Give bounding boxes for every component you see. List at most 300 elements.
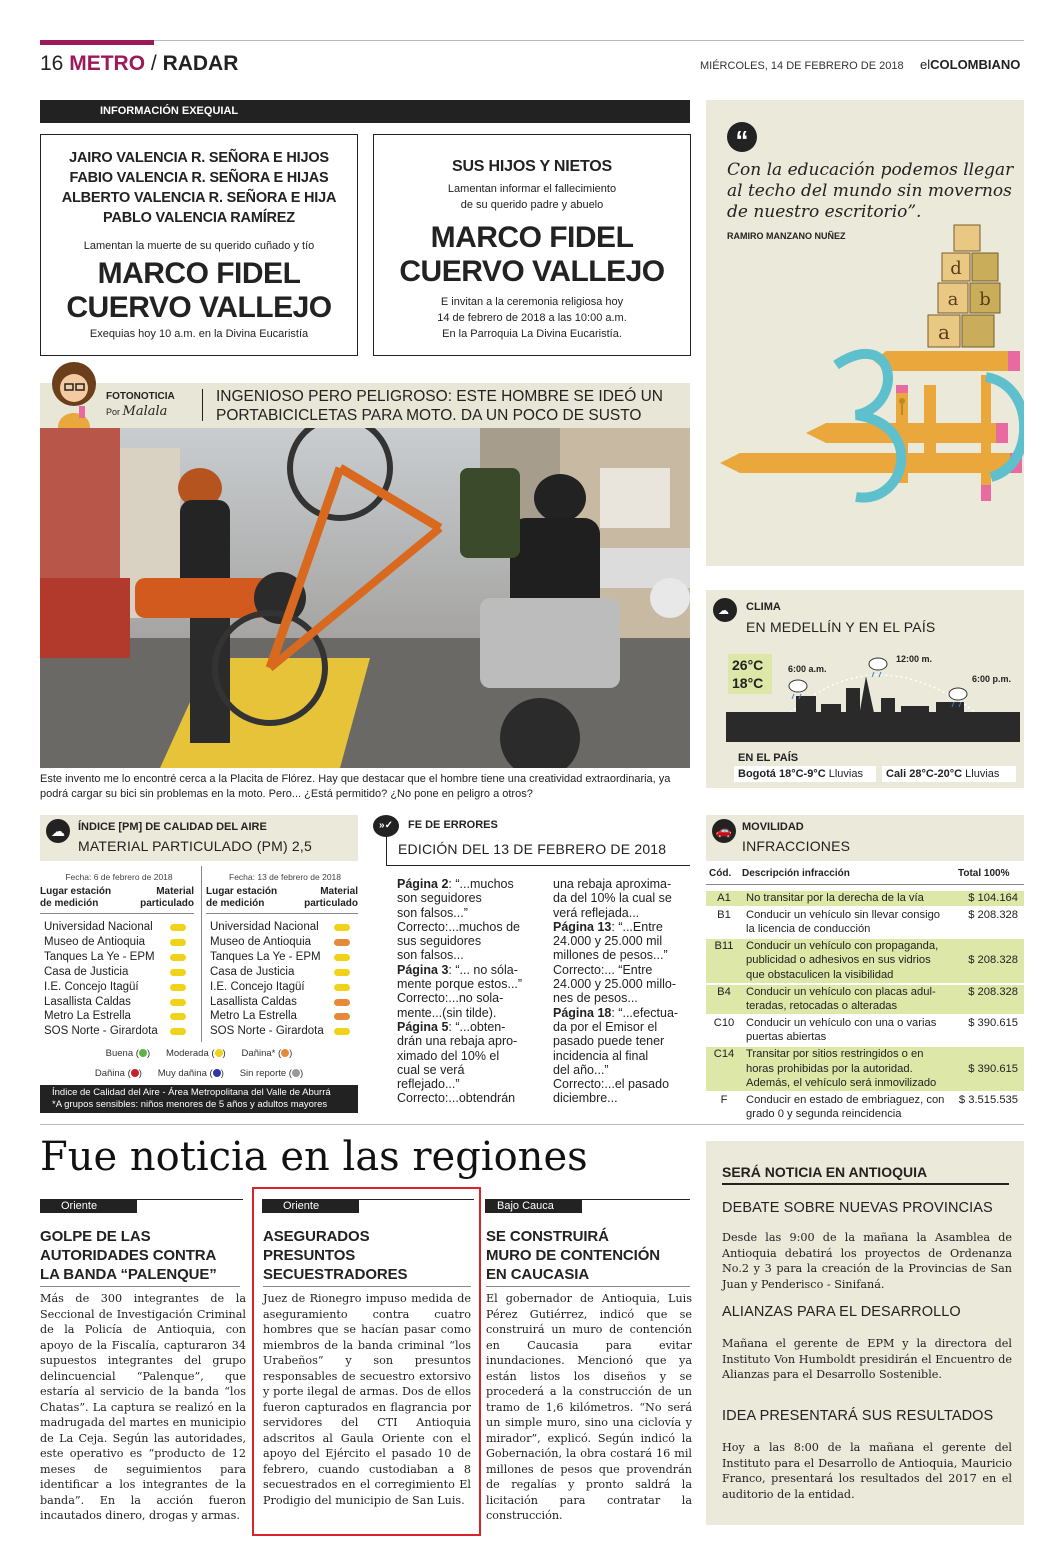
exequial-header: [40, 100, 690, 123]
invitation-text: En la Parroquia La Divina Eucaristía.: [442, 328, 622, 340]
obituary-notice-2: [373, 134, 691, 356]
agenda-body: Hoy a las 8:00 de la mañana el gerente del Instituto para el Desarrollo de Antioquia, Mauricio Franco, presentará los resultados del 2017 en el auditorio de la entidad.: [722, 1441, 1012, 1501]
article-body: Juez de Rionegro impuso medida de aseguramiento contra cuatro hombres que se hacían pasar como miembros de la banda criminal “los Urabeños” y son presuntos responsables de secuestro extorsivo y porte ilegal de armas. Dos de ellos fueron capturados en flagrancia por servidores del CTI Antioquia adscritos al Gaula Oriente con el apoyo del Ejército el pasado 10 de febrero, cuando custodiaban a 8 secuestrados en el corregimiento El Prodigio del municipio de San Luis.: [263, 1292, 471, 1507]
station-name: Metro La Estrella: [210, 1010, 297, 1023]
fotonoticia-photo: [40, 428, 690, 768]
measurement-date: Fecha: 6 de febrero de 2018: [65, 872, 173, 882]
fe-rule: [387, 865, 690, 866]
correction-line: [397, 1063, 547, 1077]
descripcion-line: grado 0 y segunda reincidencia: [746, 1108, 902, 1121]
correction-line: [553, 1049, 693, 1063]
education-illustration: [706, 215, 1024, 565]
fe-rule: [386, 836, 387, 866]
headline-line: ASEGURADOS: [263, 1228, 370, 1245]
legend-dot-danina-sensible: [281, 1049, 289, 1057]
pm-level-indicator: [170, 1028, 186, 1035]
headline-line: PRESUNTOS: [263, 1247, 356, 1264]
exequial-title: INFORMACIÓN EXEQUIAL: [100, 105, 239, 117]
city-weather: Lluvias: [828, 768, 863, 780]
correction-line: [397, 1049, 547, 1063]
infraccion-descripcion: [742, 1016, 956, 1045]
svg-text:a: a: [938, 320, 950, 344]
measurement-date: Fecha: 13 de febrero de 2018: [229, 872, 341, 882]
infraccion-descripcion: [742, 1093, 956, 1122]
section-name: METRO: [69, 52, 146, 75]
antioquia-title: SERÁ NOTICIA EN ANTIOQUIA: [722, 1164, 928, 1180]
station-name: I.E. Concejo Itagüí: [210, 980, 305, 993]
svg-text:a: a: [947, 289, 959, 310]
station-name: I.E. Concejo Itagüí: [44, 980, 139, 993]
temperature-range: [728, 654, 772, 694]
svg-text:b: b: [979, 289, 991, 310]
correction-text: : “...Entre: [611, 919, 663, 934]
infraccion-codigo: C10: [713, 1016, 735, 1029]
col-descripcion: Descripción infracción: [742, 868, 850, 879]
photo-caption: Este invento me lo encontré cerca a la Placita de Flórez. Hay que destacar que el hombre tiene una creatividad extraordinaria, ya podrá cargar su bici sin problemas en la moto. Pero... ¿Está permitido? ¿No pone en peligro a otros?: [40, 773, 671, 800]
mourner-name: FABIO VALENCIA R. SEÑORA E HIJAS: [69, 170, 329, 186]
station-name: SOS Norte - Girardota: [210, 1025, 324, 1038]
pm-level-indicator: [170, 969, 186, 976]
correction-line: [397, 1006, 547, 1020]
agenda-body: Mañana el gerente de EPM y la directora del Instituto Von Humboldt presidirán el Encuentro de Alianzas para el Desarrollo Sostenible.: [722, 1337, 1012, 1381]
pais-label: EN EL PAÍS: [738, 752, 799, 764]
legend-dot-danina: [131, 1069, 139, 1077]
station-name: Universidad Nacional: [44, 921, 153, 933]
station-name: Tanques La Ye - EPM: [210, 950, 321, 963]
legend-danina: Dañina: [94, 1068, 125, 1079]
city-forecast-bogota: [734, 766, 876, 782]
station-row: [210, 980, 360, 995]
section-separator: /: [150, 52, 157, 75]
pm-level-indicator: [170, 954, 186, 961]
correction-line: [553, 920, 693, 934]
region-tag: Oriente: [262, 1199, 359, 1213]
correction-text: son falsos...: [397, 948, 464, 963]
deceased-name: MARCO FIDEL: [430, 221, 634, 254]
station-row: [210, 995, 360, 1010]
infraccion-codigo: A1: [717, 892, 731, 904]
infraccion-total: $ 3.515.535: [958, 1093, 1018, 1106]
correction-text: del año...”: [553, 1062, 609, 1077]
deceased-surname: CUERVO VALLEJO: [399, 255, 665, 288]
col-total: Total 100%: [958, 868, 1010, 879]
infraccion-total: $ 208.328: [968, 908, 1018, 921]
descripcion-line: puertas abiertas: [746, 1031, 827, 1044]
invitation-text: E invitan a la ceremonia religiosa hoy: [440, 296, 624, 308]
infraccion-total: $ 390.615: [968, 1016, 1018, 1029]
article-body: El gobernador de Antioquia, Luis Pérez Gutiérrez, indicó que se construirá un muro de contención en Caucasia para evitar inundaciones. Mencionó que ya están listos los diseños y se procederá a la construcción de un tramo de 1,6 kilómetros. “No será un simple muro, sino una ciclovía y mirador”, explicó. Según indicó la Gobernación, la obra costará 16 mil millones de pesos que provendrán de regalías y pronto saldrá la licitación para contratar la construcción.: [486, 1292, 692, 1522]
correction-text: Correcto:...el pasado: [553, 1077, 670, 1092]
aire-footer: [40, 1085, 358, 1113]
correction-text: verá reflejada...: [553, 905, 640, 920]
correction-text: Correcto:...muchos de: [397, 919, 520, 934]
station-name: Tanques La Ye - EPM: [44, 950, 155, 963]
invitation-text: 14 de febrero de 2018 a las 10:00 a.m.: [437, 312, 627, 324]
agenda-heading: ALIANZAS PARA EL DESARROLLO: [722, 1304, 961, 1320]
correction-line: [553, 891, 693, 905]
correction-page: Página 13: [553, 919, 612, 934]
correction-page: Página 2: [397, 877, 449, 891]
article-body: Más de 300 integrantes de la Seccional de Investigación Criminal de la Policía de Antioquia, con apoyo de la Fiscalía, capturaron 34 supuestos integrantes del grupo delincuencial “Palenque”, que estaría al servicio de la banda “los Chatas”. La captura se realizó en la madrugada del martes en municipio de La Ceja. Según las autoridades, este operativo es “producto de 12 meses de seguimientos para identificar a los integrantes de la banda”. En la acción fueron incautados dinero, drogas y armas.: [40, 1292, 246, 1522]
infraccion-row: [706, 891, 1024, 906]
infraccion-row: [706, 1047, 1024, 1091]
headline-line: AUTORIDADES CONTRA: [40, 1247, 217, 1264]
correction-text: mente porque estos...”: [397, 977, 523, 992]
col-station: Lugar estación: [206, 886, 278, 897]
aire-table-1: [44, 920, 196, 1039]
mourner-name: PABLO VALENCIA RAMÍREZ: [103, 210, 295, 226]
legend-dot-sin-reporte: [292, 1069, 300, 1077]
edition-date: MIÉRCOLES, 14 DE FEBRERO DE 2018: [700, 60, 904, 72]
pm-level-indicator: [170, 939, 186, 946]
pm-level-indicator: [334, 924, 350, 931]
station-name: Lasallista Caldas: [44, 995, 131, 1008]
pencil-icon: [720, 453, 1022, 473]
correction-page: Página 5: [397, 1019, 449, 1034]
fotonoticia-title: INGENIOSO PERO PELIGROSO: ESTE HOMBRE SE IDEÓ UN PORTABICICLETAS PARA MOTO. DA UN POCO DE SUSTO: [216, 388, 664, 424]
col-material: Material: [156, 886, 194, 897]
correction-text: una rebaja aproxima-: [553, 877, 672, 891]
correction-text: cual se verá: [397, 1062, 465, 1077]
rain-cloud-icon: [869, 658, 887, 677]
pm-level-indicator: [170, 924, 186, 931]
correction-text: da del 10% la cual se: [553, 891, 672, 906]
station-row: [44, 995, 196, 1010]
station-row: [44, 1009, 196, 1024]
correction-text: ximado del 10% el: [397, 1048, 500, 1063]
legend-danina-sensible: Dañina*: [241, 1048, 276, 1059]
infraccion-descripcion: [742, 1047, 956, 1091]
regiones-title: Fue noticia en las regiones: [40, 1134, 588, 1180]
infraccion-row: [706, 908, 1024, 937]
station-name: Casa de Justicia: [44, 965, 129, 978]
legend-moderada: Moderada: [165, 1048, 209, 1059]
legend-dot-moderada: [215, 1049, 223, 1057]
malala-avatar-icon: [46, 356, 102, 428]
correction-text: Correcto:...obtendrán: [397, 1091, 516, 1106]
legend-sin-reporte: Sin reporte: [239, 1068, 287, 1079]
car-icon: 🚗: [712, 819, 736, 843]
infraccion-total: $ 104.164: [968, 892, 1018, 904]
title-rule: [722, 1183, 1009, 1185]
correction-page: Página 3: [397, 962, 449, 977]
headline-line: MURO DE CONTENCIÓN: [486, 1247, 661, 1264]
correction-text: da por el Emisor el: [553, 1019, 658, 1034]
correction-text: 24.000 y 25.000 mil: [553, 934, 663, 949]
time-evening: 6:00 p.m.: [972, 674, 1012, 684]
fe-column-1: [397, 877, 547, 1106]
pm-level-indicator: [170, 999, 186, 1006]
agenda-body: Desde las 9:00 de la mañana la Asamblea de Antioquia debatirá los proyectos de Ordenanza No.2 y 3 para la creación de la Provincias de San Juan y Penderisco - Sinifaná.: [722, 1231, 1012, 1291]
infraccion-total: $ 208.328: [968, 985, 1018, 998]
infraccion-descripcion: [742, 908, 956, 937]
infraccion-descripcion: [742, 939, 956, 983]
headline-line: SE CONSTRUIRÁ: [486, 1228, 609, 1245]
article-headline: [263, 1227, 473, 1284]
infracciones-table: [706, 891, 1024, 1124]
station-row: [210, 1009, 360, 1024]
headline-line: EN CAUCASIA: [486, 1266, 590, 1283]
correction-line: [553, 906, 693, 920]
correction-line: [397, 977, 547, 991]
correction-text: son falsos...”: [397, 905, 468, 920]
correction-line: [397, 1091, 547, 1105]
correction-text: : “...muchos: [448, 877, 514, 891]
pm-level-indicator: [334, 939, 350, 946]
correction-text: 24.000 y 25.000 millo-: [553, 977, 676, 992]
correction-line: [553, 1077, 693, 1091]
city-temp: 28°C-20°C: [909, 768, 963, 780]
fotonoticia-label: FOTONOTICIA: [106, 391, 175, 402]
top-rule: [40, 40, 1024, 41]
aire-legend: Buena ( ) Moderada ( ) Dañina* ( ) Dañina ( ) Muy dañina ( ) Sin reporte ( ): [94, 1048, 304, 1079]
correction-line: [553, 977, 693, 991]
mourner-name: ALBERTO VALENCIA R. SEÑORA E HIJA: [61, 190, 337, 206]
pm-level-indicator: [334, 954, 350, 961]
svg-text:d: d: [950, 258, 962, 279]
clima-label: CLIMA: [746, 601, 781, 613]
infraccion-row: [706, 985, 1024, 1014]
station-row: [44, 950, 196, 965]
correction-line: [397, 906, 547, 920]
correction-text: son seguidores: [397, 891, 482, 906]
correction-line: [553, 1034, 693, 1048]
deceased-surname: CUERVO VALLEJO: [66, 291, 332, 324]
mourners-list: [41, 148, 357, 228]
correction-line: [397, 891, 547, 905]
correction-line: [397, 1020, 547, 1034]
station-name: Metro La Estrella: [44, 1010, 131, 1023]
correction-line: [553, 1091, 693, 1105]
subsection-name: RADAR: [162, 52, 239, 75]
aire-subtitle: MATERIAL PARTICULADO (PM) 2,5: [78, 838, 312, 854]
infraccion-total: $ 208.328: [968, 954, 1018, 967]
correction-line: [397, 991, 547, 1005]
station-row: [210, 935, 360, 950]
correction-text: drán una rebaja apro-: [397, 1034, 518, 1049]
col-material: particulado: [304, 898, 358, 909]
brand-prefix: el: [920, 57, 931, 72]
correction-line: [397, 934, 547, 948]
pm-level-indicator: [334, 1013, 350, 1020]
correction-line: [553, 1006, 693, 1020]
lament-text: de su querido padre y abuelo: [460, 199, 604, 211]
time-noon: 12:00 m.: [896, 654, 933, 664]
correction-text: mente...(sin tilde).: [397, 1005, 497, 1020]
correction-icon: »✓: [373, 815, 399, 837]
correction-text: diciembre...: [553, 1091, 618, 1106]
correction-text: nes de pesos...: [553, 991, 638, 1006]
correction-line: [553, 948, 693, 962]
station-name: Casa de Justicia: [210, 965, 295, 978]
infraccion-codigo: B11: [714, 939, 734, 952]
col-material: Material: [320, 886, 358, 897]
aire-label: ÍNDICE [PM] DE CALIDAD DEL AIRE: [78, 821, 267, 833]
brand-name: COLOMBIANO: [930, 57, 1021, 72]
correction-text: reflejado...”: [397, 1077, 460, 1092]
station-row: [44, 920, 196, 935]
descripcion-line: Conducir un vehículo sin llevar consigo: [746, 908, 941, 921]
city-forecast-cali: [882, 766, 1016, 782]
temp-max: 26°C: [732, 657, 764, 673]
correction-line: [553, 991, 693, 1005]
table-rule: [40, 913, 194, 914]
byline-author: Malala: [122, 404, 168, 419]
aire-table-header-2: [206, 886, 358, 910]
pm-level-indicator: [334, 999, 350, 1006]
mourners-heading: SUS HIJOS Y NIETOS: [451, 158, 613, 175]
station-name: SOS Norte - Girardota: [44, 1025, 158, 1038]
descripcion-line: Conducir un vehículo con placas adul-: [746, 985, 936, 998]
table-rule: [706, 884, 1024, 885]
obituary-notice-1: [40, 134, 358, 356]
legend-buena: Buena: [105, 1048, 134, 1059]
lament-text: Lamentan la muerte de su querido cuñado y tío: [83, 240, 315, 252]
descripcion-line: publicidad o adhesivos en sus vidrios: [746, 954, 931, 967]
legend-dot-buena: [139, 1049, 147, 1057]
column-divider: [201, 866, 202, 1042]
correction-text: incidencia al final: [553, 1048, 649, 1063]
legend-dot-muy-danina: [213, 1069, 221, 1077]
page-number: 16: [40, 52, 64, 75]
correction-text: millones de pesos...”: [553, 948, 668, 963]
movilidad-label: MOVILIDAD: [742, 821, 804, 833]
correction-line: [397, 1077, 547, 1091]
fe-label: FE DE ERRORES: [408, 819, 498, 831]
infraccion-row: [706, 1093, 1024, 1122]
headline-line: GOLPE DE LAS: [40, 1228, 151, 1245]
correction-line: [397, 948, 547, 962]
correction-line: [553, 934, 693, 948]
fotonoticia-byline: [106, 404, 167, 419]
station-name: Lasallista Caldas: [210, 995, 297, 1008]
correction-text: : “...efectua-: [611, 1005, 679, 1020]
exequias-info: Exequias hoy 10 a.m. en la Divina Eucaristía: [89, 328, 309, 340]
quote-text: Con la educación podemos llegar al techo del mundo sin movernos de nuestro escritorio”.: [727, 160, 1014, 222]
fotonoticia-divider: [202, 389, 203, 421]
descripcion-line: Conducir en estado de embriaguez, con: [746, 1093, 945, 1106]
pencil-icon: [874, 351, 1020, 371]
city-weather: Lluvias: [965, 768, 1000, 780]
correction-text: pasado puede tener: [553, 1034, 665, 1049]
infraccion-codigo: C14: [713, 1047, 735, 1060]
correction-line: [553, 1063, 693, 1077]
region-tag: Oriente: [40, 1199, 137, 1213]
station-name: Museo de Antioquia: [210, 935, 312, 948]
descripcion-line: Transitar por sitios restringidos o en: [746, 1047, 924, 1060]
station-row: [44, 1024, 196, 1039]
infraccion-descripcion: [742, 891, 956, 906]
mourner-name: JAIRO VALENCIA R. SEÑORA E HIJOS: [69, 150, 329, 166]
descripcion-line: teradas, retocadas o alteradas: [746, 1000, 898, 1013]
fe-column-2: [553, 877, 693, 1106]
pm-level-indicator: [334, 984, 350, 991]
correction-text: : “... no sóla-: [448, 962, 518, 977]
air-quality-icon: ☁: [46, 819, 70, 843]
station-name: Universidad Nacional: [210, 921, 319, 933]
station-row: [210, 950, 360, 965]
correction-page: Página 18: [553, 1005, 612, 1020]
correction-line: [397, 920, 547, 934]
fe-subtitle: EDICIÓN DEL 13 DE FEBRERO DE 2018: [398, 841, 667, 857]
article-headline: [40, 1227, 245, 1284]
correction-text: Correcto:...no sola-: [397, 991, 504, 1006]
descripcion-line: la licencia de conducción: [746, 923, 871, 936]
headline-rule: [486, 1286, 690, 1287]
correction-text: Correcto:... “Entre: [553, 962, 653, 977]
headline-rule: [40, 1286, 240, 1287]
descripcion-line: Además, el vehículo será inmovilizado: [746, 1077, 937, 1090]
section-color-bar: [40, 40, 154, 45]
lament-text: Lamentan informar el fallecimiento: [447, 183, 617, 195]
region-tag: Bajo Cauca: [485, 1199, 582, 1213]
correction-line: [397, 963, 547, 977]
quote-author: RAMIRO MANZANO NUÑEZ: [727, 231, 846, 241]
article-headline: [486, 1227, 691, 1284]
city-name: Cali: [886, 768, 907, 780]
descripcion-line: que obstaculicen la visibilidad: [746, 968, 894, 981]
temp-min: 18°C: [732, 675, 764, 691]
headline-rule: [263, 1286, 471, 1287]
station-row: [210, 920, 360, 935]
correction-line: [553, 1020, 693, 1034]
deceased-name: MARCO FIDEL: [97, 257, 301, 290]
station-row: [210, 1024, 360, 1039]
col-material: particulado: [140, 898, 194, 909]
correction-line: [397, 877, 547, 891]
descripcion-line: Conducir un vehículo con propaganda,: [746, 939, 939, 952]
table-rule: [206, 913, 358, 914]
aire-source: Índice de Calidad del Aire - Área Metropolitana del Valle de Aburrá: [52, 1087, 331, 1098]
section-rule: [40, 1124, 1024, 1125]
sun-cloud-icon: ☁: [718, 605, 729, 617]
pm-level-indicator: [170, 984, 186, 991]
quote-icon: “: [727, 122, 757, 152]
correction-line: [553, 877, 693, 891]
pm-level-indicator: [334, 1028, 350, 1035]
descripcion-line: No transitar por la derecha de la vía: [746, 892, 924, 904]
correction-line: [553, 963, 693, 977]
infraccion-codigo: F: [720, 1093, 728, 1106]
infraccion-codigo: B4: [717, 985, 731, 998]
headline-line: LA BANDA “PALENQUE”: [40, 1266, 217, 1283]
infraccion-row: [706, 1016, 1024, 1045]
aire-table-2: [210, 920, 360, 1039]
aire-table-header-1: [40, 886, 194, 910]
byline-prefix: Por: [106, 407, 121, 417]
station-row: [44, 965, 196, 980]
section-header: [40, 52, 238, 76]
city-name: Bogotá: [738, 768, 776, 780]
clima-subtitle: EN MEDELLÍN Y EN EL PAÍS: [746, 619, 936, 635]
infraccion-descripcion: [742, 985, 956, 1014]
aire-note: *A grupos sensibles: niños menores de 5 años y adultos mayores: [52, 1099, 328, 1110]
station-name: Museo de Antioquia: [44, 935, 146, 948]
pm-level-indicator: [170, 1013, 186, 1020]
pencil-icon: [981, 375, 991, 501]
time-morning: 6:00 a.m.: [788, 664, 827, 674]
col-station: de medición: [40, 898, 99, 909]
descripcion-line: Conducir un vehículo con una o varias: [746, 1016, 937, 1029]
city-temp: 18°C-9°C: [778, 768, 826, 780]
infraccion-total: $ 390.615: [968, 1062, 1018, 1075]
agenda-heading: DEBATE SOBRE NUEVAS PROVINCIAS: [722, 1200, 993, 1216]
letter-blocks-icon: [928, 225, 1000, 347]
legend-muy-danina: Muy dañina: [157, 1068, 207, 1079]
col-station: de medición: [206, 898, 265, 909]
infraccion-codigo: B1: [717, 908, 731, 921]
station-row: [210, 965, 360, 980]
